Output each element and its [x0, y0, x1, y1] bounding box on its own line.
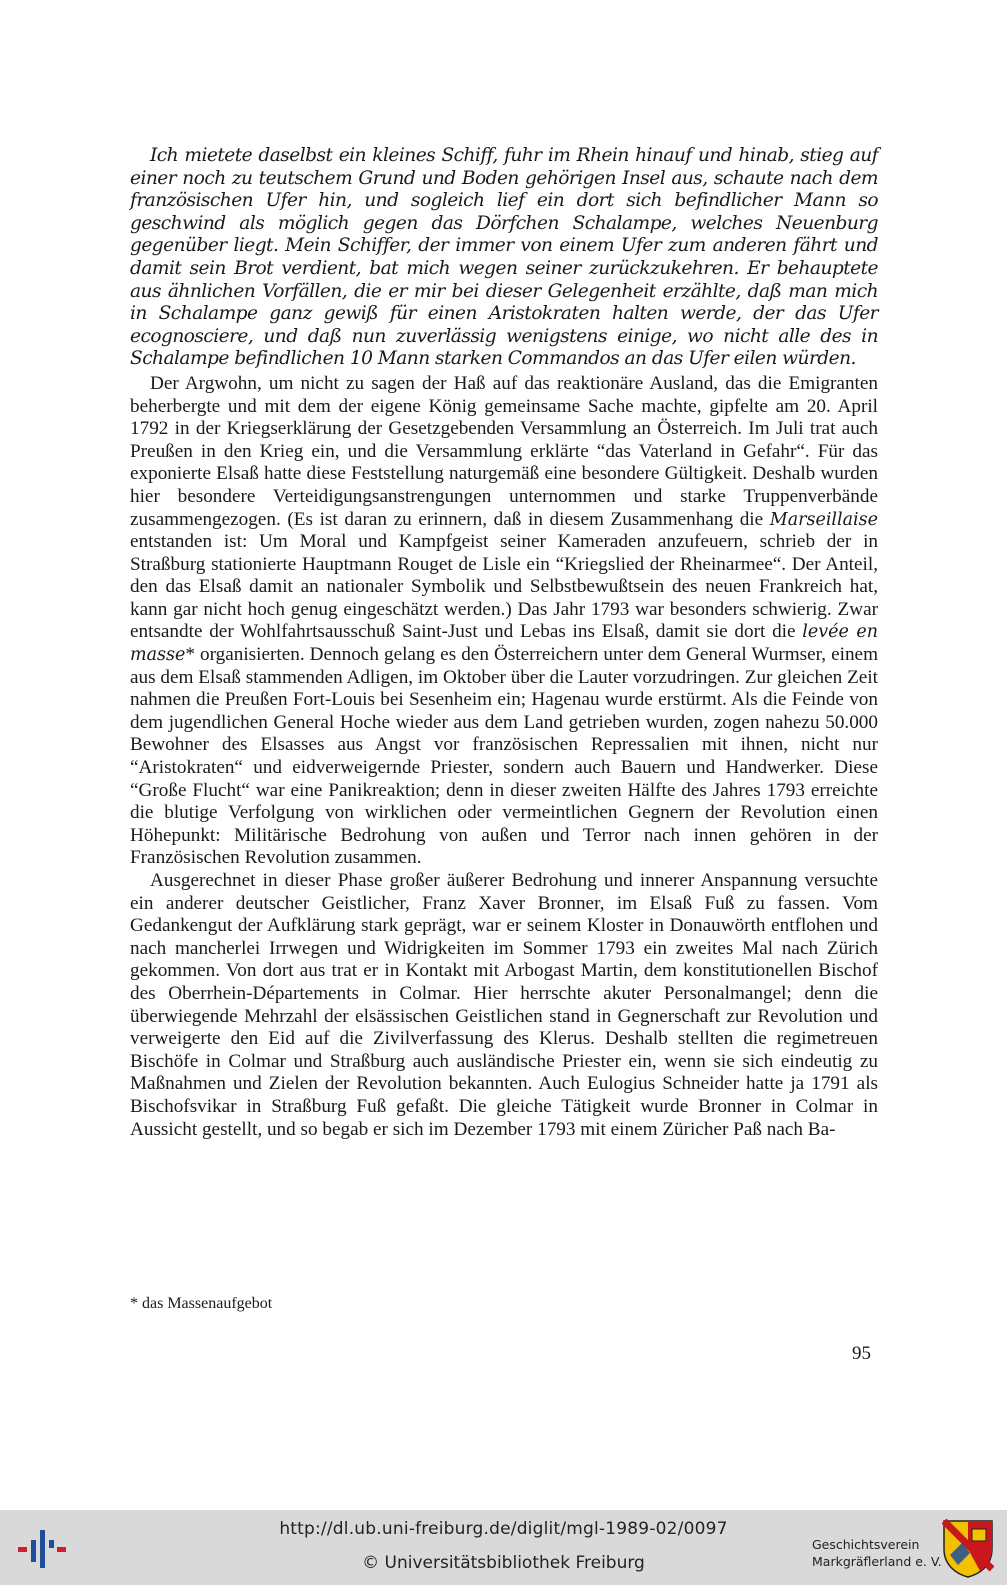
document-url-link[interactable]: http://dl.ub.uni-freiburg.de/diglit/mgl-1989-02/0097 [279, 1519, 728, 1539]
markgraeflerland-crest-icon [942, 1519, 994, 1579]
quoted-passage [130, 145, 878, 371]
society-name-line: Geschichtsverein [812, 1537, 920, 1552]
italic-term: Marseillaise [769, 509, 878, 530]
paragraph [130, 373, 878, 870]
paragraph-text: Der Argwohn, um nicht zu sagen der Haß auf das reaktionäre Ausland, das die Emigranten beherbergte und mit dem der eigene König gemeinsame Sache machte, gipfelte am 20. April 1792 in der Kriegserklärung der Gesetzgebenden Versammlung an Österreich. Im Juli trat auch Preußen in den Krieg ein, und die Versammlung erklärte “das Vaterland in Gefahr“. Für das exponierte Elsaß hatte diese Feststellung naturgemäß eine besondere Gültigkeit. Deshalb wurden hier besondere Verteidigungsanstrengungen unternommen und starke Truppenverbände zusammengezogen. (Es ist daran zu erinnern, daß in diesem Zusammenhang die [130, 372, 878, 530]
footnote: * das Massenaufgebot [130, 1295, 273, 1312]
copyright-notice: © Universitätsbibliothek Freiburg [362, 1553, 645, 1573]
quote-text: Ich mietete daselbst ein kleines Schiff, fuhr im Rhein hinauf und hinab, stieg auf einer noch zu teutschem Grund und Boden gehörigen Insel aus, schaute nach dem französischen Ufer hin, und sogleich lief ein dort sich befindlicher Mann so geschwind als möglich gegen das Dörfchen Schalampe, welches Neuenburg gegenüber liegt. Mein Schiffer, der immer von einem Ufer zum anderen fährt und damit sein Brot verdient, bat mich wegen seiner zurückzukehren. Er behauptete aus ähnlichen Vorfällen, die er mir bei dieser Gelegenheit erzählte, daß man mich in Schalampe ganz gewiß für einen Aristokraten halten werde, der das Ufer ecognosciere, und daß nun zuverlässig wenigstens einige, wo nicht alle des in Schalampe befindlichen 10 Mann starken Commandos an das Ufer eilen würden. [130, 145, 878, 370]
society-name [812, 1536, 942, 1570]
digitization-footer [0, 1510, 1007, 1585]
body-text [130, 373, 878, 1141]
paragraph-text: * organisierten. Dennoch gelang es den Österreichern unter dem General Wurmser, einem aus dem Elsaß stammenden Adligen, im Oktober über die Lauter vorzudringen. Zur gleichen Zeit nahmen die Preußen Fort-Louis bei Sesenheim ein; Hagenau wurde erstürmt. Als die Feinde von dem jugendlichen General Hoche wieder aus dem Land getrieben wurden, zogen nahezu 50.000 Bewohner des Elsasses aus Angst vor französischen Repressalien mit ihnen, nicht nur “Aristokraten“ und eidverweigernde Priester, sondern auch Bauern und Handwerker. Diese “Große Flucht“ war eine Panikreaktion; denn in dieser zweiten Hälfte des Jahres 1793 erreichte die blutige Verfolgung von wirklichen oder vermeintlichen Gegnern der Revolution einen Höhepunkt: Militärische Bedrohung von außen und Terror nach innen gehören in der Französischen Revolution zusammen. [130, 644, 878, 869]
italic-term: levée en masse [130, 622, 878, 666]
text-column [130, 145, 878, 1141]
society-name-line: Markgräflerland e. V. [812, 1554, 942, 1569]
page-number: 95 [852, 1343, 871, 1364]
paragraph-text: entstanden ist: Um Moral und Kampfgeist seiner Kameraden anzufeuern, schrieb der in Straßburg stationierte Hauptmann Rouget de Lisle ein “Kriegslied der Rheinarmee“. Der Anteil, den das Elsaß damit an nationaler Symbolik und Selbstbewußtsein des neuen Frankreich hat, kann gar nicht hoch genug eingeschätzt werden.) Das Jahr 1793 war besonders schwierig. Zwar entsandte der Wohlfahrtsausschuß Saint-Just und Lebas ins Elsaß, damit sie dort die [130, 531, 878, 643]
paragraph: Ausgerechnet in dieser Phase großer äußerer Bedrohung und innerer Anspannung versuchte ein anderer deutscher Geistlicher, Franz Xaver Bronner, im Elsaß Fuß zu fassen. Vom Gedankengut der Aufklärung stark geprägt, war er seinem Kloster in Donauwörth entflohen und nach mancherlei Irrwegen und Widrigkeiten im Sommer 1793 ein zweites Mal nach Zürich gekommen. Von dort aus trat er in Kontakt mit Arbogast Martin, dem konstitutionellen Bischof des Oberrhein-Départements in Colmar. Hier herrschte akuter Personalmangel; denn die überwiegende Mehrzahl der elsässischen Geistlichen stand in Gegnerschaft zur Revolution und verweigerte den Eid auf die Zivilverfassung des Klerus. Deshalb stellten die regimetreuen Bischöfe in Colmar und Straßburg auch ausländische Priester ein, wenn sie sich eindeutig zu Maßnahmen und Zielen der Revolution bekannten. Auch Eulogius Schneider hatte ja 1791 als Bischofsvikar in Straßburg Fuß gefaßt. Die gleiche Tätigkeit wurde Bronner in Colmar in Aussicht gestellt, und so begab er sich im Dezember 1793 mit einem Züricher Paß nach Ba- [130, 870, 878, 1140]
